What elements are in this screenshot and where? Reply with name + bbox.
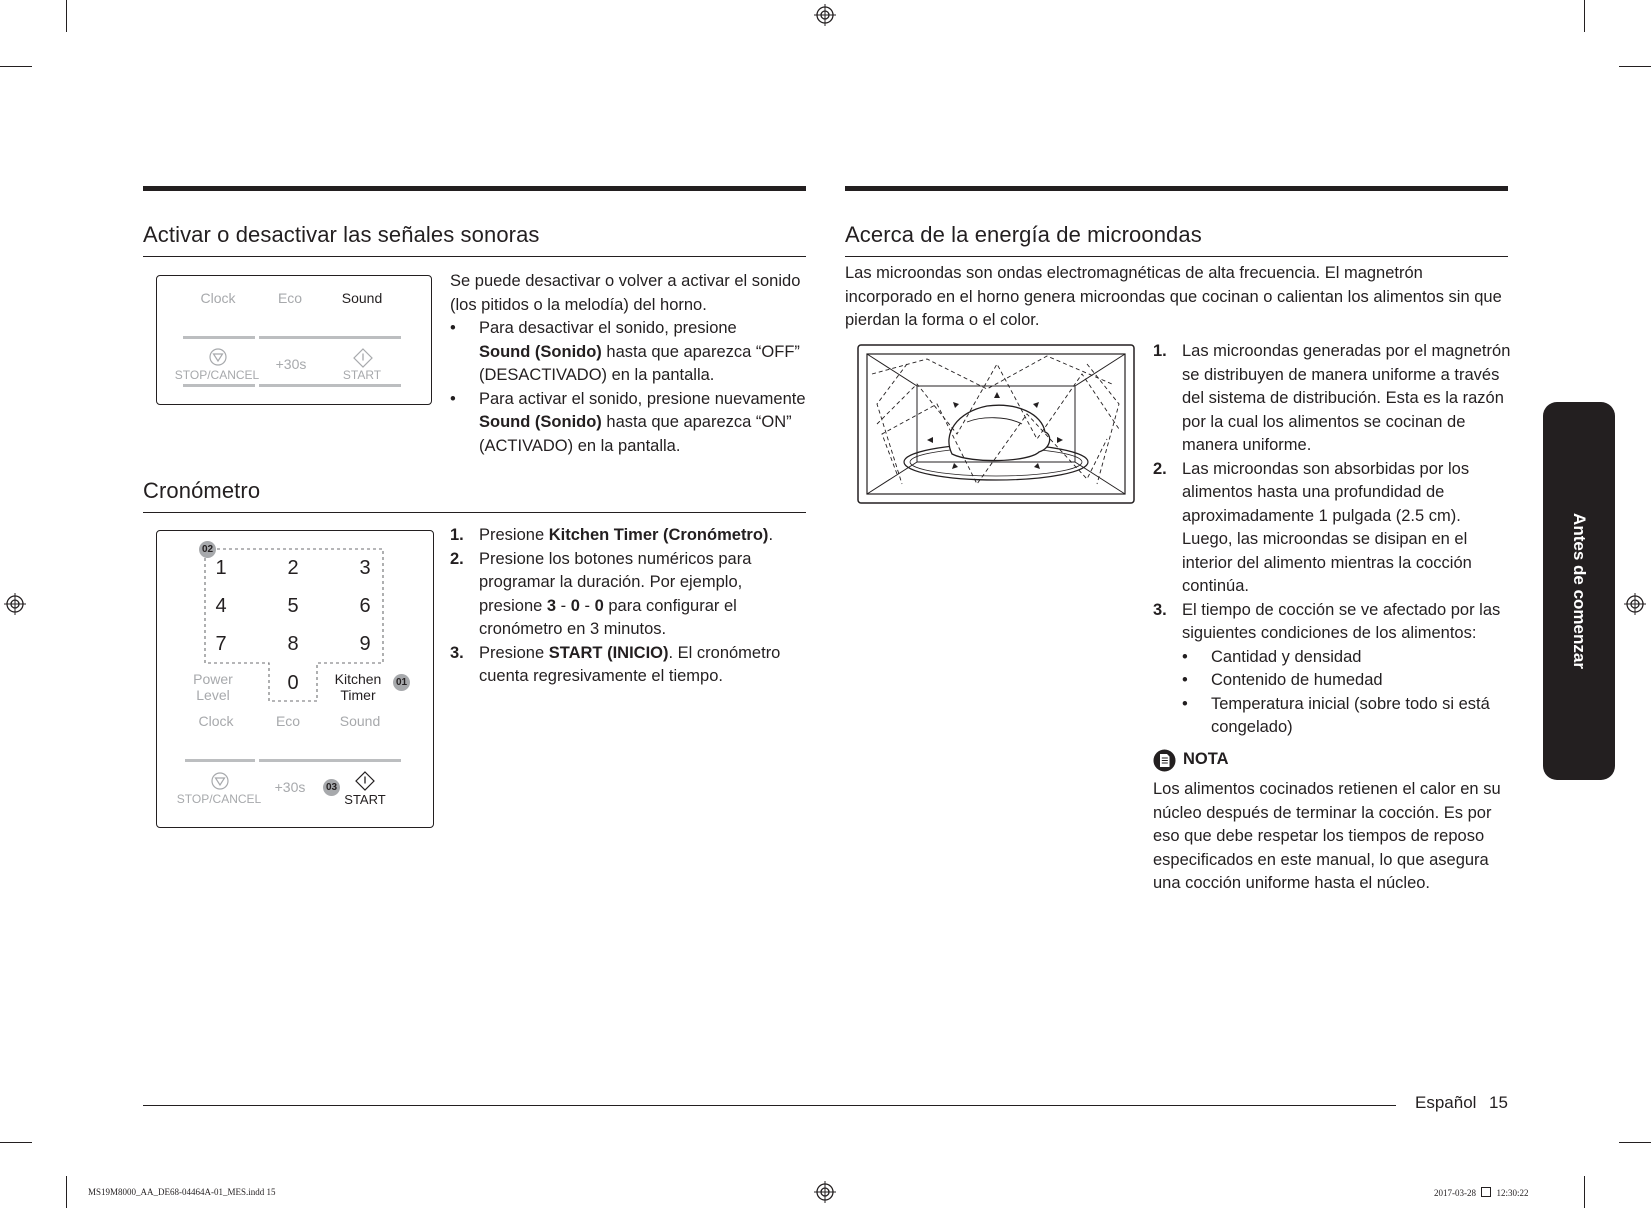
list-item [450,388,810,459]
condition-item: • Temperatura inicial (sobre todo si está congelado) [1182,693,1513,740]
panel-divider-bar [183,384,255,387]
step-text: . El cronómetro cuenta regresivamente el tiempo. [479,643,781,685]
bold-term: Kitchen Timer (Cronómetro) [548,526,769,544]
eco-button-label: Eco [277,290,303,306]
sound-intro: Se puede desactivar o volver a activar el sonido (los pitidos o la melodía) del horno. [450,272,801,314]
step-text: Las microondas generadas por el magnetrón se distribuyen de manera uniforme a través del sistema de distribución. Esta es la razón por la cual los alimentos se cocinan de manera uniforme. [1182,342,1511,454]
step-text: Las microondas son absorbidas por los alimentos hasta una profundidad de aproximadamente 1 pulgada (2.5 cm). Luego, las microondas se disipan en el interior del alimento mientras la cocción continúa. [1182,459,1472,595]
digit-key: 9 [359,633,371,655]
list-item [450,317,810,388]
step-number: 1. [450,526,464,544]
timer-section-title: Cronómetro [143,478,261,503]
step-text: El tiempo de cocción se ve afectado por las siguientes condiciones de los alimentos: [1182,600,1501,642]
power-word: Power [193,671,233,687]
bold-term: START (INICIO) [548,643,669,662]
crop-mark [0,1142,32,1143]
list-item [450,642,810,689]
footer-rule [143,1105,1396,1106]
bold-term: Sound (Sonido) [479,342,602,361]
step-text: Presione los botones numéricos para programar la duración. Por ejemplo, presione [479,549,752,615]
start-label: START [344,792,386,807]
step-number: 3. [450,643,464,662]
digit-key: 8 [287,633,299,655]
panel-divider-bar [183,336,255,339]
print-slug-date [1434,1187,1529,1198]
digit-key: 4 [215,595,227,617]
microwave-oven-illustration [857,344,1135,504]
registration-mark-icon [814,1181,836,1203]
kitchen-timer-label [325,671,391,703]
step-number: 2. [450,549,464,568]
plus30-label: +30s [275,356,307,372]
condition-item: • Contenido de humedad [1182,669,1513,693]
slug-marker-icon [1481,1187,1491,1197]
start-icon [355,771,375,791]
registration-mark-icon [1624,593,1646,615]
crop-mark [1584,0,1585,32]
stop-icon [209,348,227,366]
step-text: Presione [479,643,549,662]
panel-divider-bar [259,759,401,762]
digit-key: 7 [215,633,227,655]
microwave-steps [1153,340,1513,740]
sound-button-label: Sound [341,290,383,306]
clock-button-label: Clock [198,713,234,729]
callout-badge: 02 [199,541,216,558]
bold-term: 0 [570,596,580,615]
note-icon [1153,749,1176,772]
crop-mark [1619,66,1651,67]
section-rule [845,256,1508,257]
note-label: NOTA [1183,750,1229,768]
panel-divider-bar [259,384,401,387]
section-rule [143,512,806,513]
power-level-label [181,671,245,703]
digit-key: 3 [359,557,371,579]
step-text: Presione [479,526,549,544]
list-item [450,524,810,548]
timer-word: Timer [340,687,376,703]
registration-mark-icon [4,593,26,615]
kitchen-word: Kitchen [334,671,382,687]
list-item [1153,599,1513,740]
stop-cancel-label: STOP/CANCEL [176,792,262,806]
crop-mark [0,66,32,67]
panel-divider-bar [259,336,401,339]
section-top-bar [143,186,806,191]
condition-item: • Cantidad y densidad [1182,646,1513,670]
digit-key: 6 [359,595,371,617]
stop-cancel-label: STOP/CANCEL [174,368,260,382]
bold-term: 0 [594,596,604,615]
stop-icon [211,772,229,790]
sound-section-title: Activar o desactivar las señales sonoras [143,222,540,247]
print-slug-file: MS19M8000_AA_DE68-04464A-01_MES.indd 15 [88,1187,276,1197]
clock-button-label: Clock [200,290,236,306]
plus30-label: +30s [274,779,306,795]
section-rule [143,256,806,257]
microwave-intro: Las microondas son ondas electromagnéticas de alta frecuencia. El magnetrón incorporado en el horno genera microondas que cocinan o calientan los alimentos sin que pierdan la forma o el color. [845,264,1502,329]
slug-time: 12:30:22 [1496,1188,1529,1198]
panel-divider-bar [185,759,255,762]
list-item [1153,340,1513,458]
step-text: - [579,596,595,615]
sound-control-panel-illustration [156,275,432,405]
section-top-bar [845,186,1508,191]
eco-button-label: Eco [275,713,301,729]
microwave-section-title: Acerca de la energía de microondas [845,222,1202,247]
start-icon [353,348,373,368]
list-item [450,548,810,642]
note-text: Los alimentos cocinados retienen el calor en su núcleo después de terminar la cocción. Es por eso que debe respetar los tiempos de reposo especificados en este manual, lo que asegura una cocción uniforme hasta el núcleo. [1153,780,1501,892]
step-text: - [556,596,571,615]
bold-term: Sound (Sonido) [479,413,602,431]
timer-control-panel-illustration [156,530,434,828]
bullet-text: hasta que aparezca “ON” (ACTIVADO) en la pantalla. [479,413,792,455]
digit-key: 0 [287,672,299,694]
crop-mark [66,1176,67,1208]
step-text: . [768,526,774,544]
slug-date: 2017-03-28 [1434,1188,1476,1198]
start-label: START [342,368,382,382]
digit-key: 5 [287,595,299,617]
bullet-text: hasta que aparezca “OFF” (DESACTIVADO) en la pantalla. [479,342,800,384]
crop-mark [66,0,67,32]
digit-key: 1 [215,557,227,579]
crop-mark [1584,1176,1585,1208]
step-text: para configurar el cronómetro en 3 minutos. [479,596,737,638]
step-number: 1. [1153,342,1167,360]
step-number: 2. [1153,459,1167,478]
sound-instructions [450,270,810,458]
page-number: 15 [1489,1093,1508,1112]
crop-mark [1619,1142,1651,1143]
footer-language: Español [1415,1093,1477,1112]
bullet-text: Para desactivar el sonido, presione [479,319,737,337]
digit-key: 2 [287,557,299,579]
bullet-text: Para activar el sonido, presione nuevamente [479,389,806,408]
callout-badge: 01 [393,674,410,691]
registration-mark-icon [814,4,836,26]
list-item [1153,458,1513,599]
chapter-side-tab [1543,402,1615,780]
level-word: Level [196,687,230,703]
callout-badge: 03 [323,779,340,796]
timer-instructions [450,524,810,689]
bold-term: 3 [546,596,557,615]
sound-button-label: Sound [339,713,381,729]
chapter-side-tab-label: Antes de comenzar [1570,513,1589,669]
step-number: 3. [1153,600,1167,619]
